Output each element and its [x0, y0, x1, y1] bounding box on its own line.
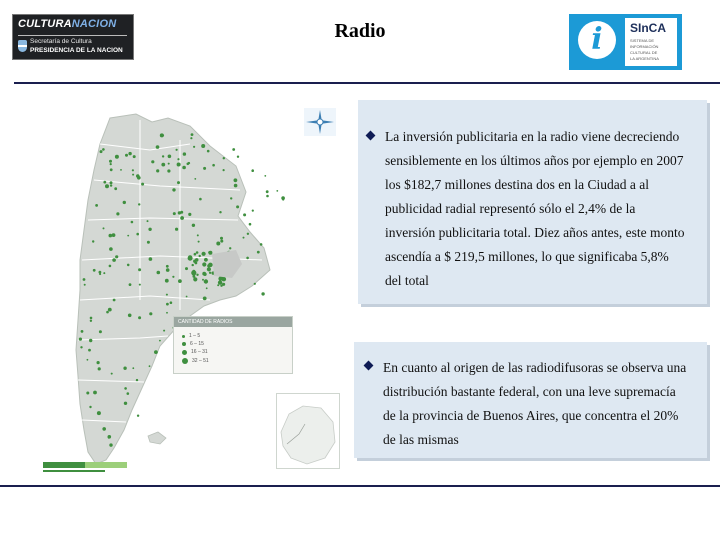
logo-subtitle-1: Secretaría de Cultura [30, 38, 92, 45]
radio-station-dot [170, 301, 173, 304]
radio-station-dot [178, 279, 182, 283]
radio-station-dot [124, 402, 127, 405]
radio-station-dot [90, 320, 92, 322]
radio-station-dot [149, 257, 153, 261]
radio-station-dot [166, 312, 168, 314]
radio-station-dot [151, 160, 154, 163]
radio-station-dot [92, 240, 94, 242]
radio-station-dot [89, 339, 92, 342]
radio-station-dot [149, 312, 152, 315]
radio-station-dot [123, 201, 126, 204]
radio-station-dot [190, 137, 192, 139]
radio-station-dot [159, 340, 161, 342]
radio-station-dot [141, 183, 144, 186]
radio-station-dot [202, 252, 206, 256]
radio-station-dot [206, 287, 208, 289]
radio-station-dot [182, 166, 186, 170]
radio-station-dot [81, 330, 84, 333]
radio-station-dot [207, 150, 210, 153]
legend-dot-icon [182, 350, 187, 355]
radio-station-dot [123, 367, 126, 370]
radio-station-dot [163, 330, 165, 332]
radio-station-dot [139, 284, 141, 286]
radio-station-dot [138, 316, 141, 319]
radio-station-dot [196, 274, 198, 276]
radio-station-dot [148, 228, 151, 231]
radio-station-dot [172, 276, 174, 278]
radio-station-dot [247, 233, 249, 235]
radio-station-dot [113, 299, 116, 302]
radio-station-dot [98, 367, 101, 370]
radio-station-dot [132, 367, 134, 369]
radio-station-dot [254, 283, 256, 285]
radio-station-dot [103, 272, 105, 274]
radio-station-dot [120, 169, 122, 171]
radio-station-dot [138, 268, 141, 271]
radio-station-dot [160, 133, 164, 137]
radio-station-dot [276, 190, 278, 192]
map-scale-bar [43, 462, 127, 468]
radio-station-dot [103, 227, 105, 229]
radio-station-dot [147, 220, 149, 222]
radio-station-dot [177, 181, 180, 184]
radio-station-dot [192, 264, 194, 266]
radio-station-dot [220, 237, 223, 240]
radio-station-dot [177, 158, 179, 160]
map-scale-underline [43, 470, 105, 472]
radio-station-dot [203, 297, 207, 301]
radio-station-dot [90, 317, 93, 320]
radio-station-dot [84, 284, 86, 286]
radio-station-dot [132, 169, 134, 171]
radio-station-dot [172, 188, 175, 191]
radio-station-dot [180, 216, 184, 220]
radio-station-dot [175, 228, 178, 231]
radio-station-dot [178, 211, 181, 214]
radio-station-dot [222, 283, 225, 286]
radio-station-dot [229, 247, 231, 249]
radio-station-dot [188, 256, 193, 261]
radio-station-dot [249, 223, 252, 226]
radio-station-dot [93, 391, 97, 395]
radio-station-dot [193, 260, 196, 263]
sinca-line-1: SISTEMA DE [630, 38, 655, 43]
radio-station-dot [97, 361, 100, 364]
logo-brand-text: CULTURANACION [18, 18, 117, 30]
radio-station-dot [79, 338, 82, 341]
radio-station-dot [176, 149, 178, 151]
radio-station-dot [87, 359, 89, 361]
radio-station-dot [218, 280, 222, 284]
sinca-name: SInCA [630, 21, 666, 35]
radio-station-dot [137, 415, 139, 417]
compass-rose-icon [304, 108, 336, 136]
radio-station-dot [109, 234, 113, 238]
radio-station-dot [203, 167, 206, 170]
radio-station-dot [168, 155, 172, 159]
legend-item: 6 – 15 [182, 341, 204, 347]
map-legend [173, 316, 293, 374]
legend-item: 16 – 31 [182, 349, 208, 355]
radio-station-dot [124, 387, 127, 390]
radio-station-dot [166, 294, 168, 296]
info-icon: i [578, 21, 616, 59]
radio-station-dot [166, 265, 169, 268]
radio-station-dot [199, 198, 202, 201]
radio-station-dot [204, 258, 208, 262]
radio-station-dot [166, 303, 169, 306]
radio-station-dot [127, 264, 130, 267]
radio-station-dot [102, 427, 106, 431]
radio-station-dot [162, 155, 164, 157]
radio-station-dot [110, 163, 112, 165]
radio-station-dot [173, 212, 176, 215]
radio-station-dot [97, 411, 101, 415]
radio-station-dot [103, 181, 106, 184]
radio-station-dot [109, 247, 113, 251]
radio-station-dot [108, 437, 110, 439]
radio-station-dot [168, 163, 170, 165]
legend-item: 32 – 51 [182, 358, 209, 364]
footer-divider [0, 485, 720, 487]
radio-station-dot [100, 150, 103, 153]
radio-station-dot [110, 181, 113, 184]
page-title: Radio [334, 20, 386, 42]
radio-station-dot [232, 148, 235, 151]
radio-station-dot [252, 210, 254, 212]
antarctica-inset-map [276, 393, 340, 469]
radio-station-dot [147, 241, 150, 244]
radio-station-dot [109, 265, 112, 268]
radio-station-dot [177, 163, 181, 167]
radio-station-dot [111, 373, 113, 375]
radio-station-dot [243, 213, 246, 216]
radio-station-dot [186, 296, 188, 298]
radio-station-dot [282, 198, 284, 200]
radio-station-dot [208, 251, 210, 253]
radio-station-dot [165, 279, 169, 283]
radio-station-dot [264, 175, 266, 177]
radio-station-dot [110, 168, 113, 171]
radio-station-dot [112, 258, 116, 262]
radio-station-dot [201, 144, 205, 148]
radio-station-dot [83, 278, 86, 281]
sinca-line-2: INFORMACIÓN [630, 44, 659, 49]
legend-dot-icon [182, 358, 188, 364]
radio-station-dot [237, 156, 239, 158]
radio-station-dot [185, 267, 188, 270]
radio-station-dot [193, 146, 195, 148]
radio-station-dot [194, 178, 196, 180]
radio-station-dot [198, 241, 200, 243]
radio-station-dot [212, 164, 215, 167]
radio-station-dot [196, 251, 199, 254]
radio-station-dot [183, 152, 186, 155]
sinca-logo [569, 14, 682, 70]
radio-station-dot [114, 187, 117, 190]
radio-station-dot [127, 235, 129, 237]
radio-station-dot [251, 169, 254, 172]
radio-station-dot [204, 279, 208, 283]
radio-station-dot [102, 148, 105, 151]
radio-station-dot [246, 257, 249, 260]
legend-dot-icon [182, 335, 185, 338]
legend-dot-icon [182, 342, 186, 346]
radio-station-dot [86, 392, 89, 395]
radio-station-dot [260, 243, 263, 246]
radio-station-dot [133, 155, 136, 158]
radio-station-dot [234, 184, 238, 188]
radio-station-dot [199, 255, 201, 257]
radio-station-dot [149, 365, 151, 367]
radio-station-dot [105, 184, 109, 188]
radio-station-dot [166, 268, 170, 272]
radio-station-dot [161, 163, 165, 167]
radio-station-dot [157, 271, 161, 275]
radio-station-dot [112, 233, 116, 237]
radio-station-dot [194, 253, 197, 256]
radio-station-dot [187, 163, 190, 166]
legend-title: CANTIDAD DE RADIOS [174, 317, 292, 327]
radio-station-dot [261, 292, 264, 295]
radio-station-dot [234, 178, 238, 182]
radio-station-dot [89, 406, 91, 408]
logo-subtitle-2: PRESIDENCIA DE LA NACION [30, 47, 123, 54]
radio-station-dot [266, 190, 269, 193]
radio-station-dot [230, 197, 232, 199]
header-divider [14, 82, 720, 84]
radio-station-dot [243, 237, 245, 239]
sinca-panel [625, 18, 677, 66]
radio-station-dot [217, 284, 219, 286]
radio-station-dot [128, 314, 132, 318]
radio-station-dot [202, 272, 206, 276]
radio-station-dot [131, 221, 134, 224]
radio-station-dot [207, 267, 211, 271]
radio-station-dot [220, 240, 223, 243]
radio-station-dot [208, 263, 213, 268]
sinca-line-3: CULTURAL DE [630, 50, 658, 55]
radio-station-dot [197, 234, 199, 236]
radio-station-dot [188, 213, 191, 216]
radio-station-dot [216, 242, 220, 246]
radio-station-dot [167, 169, 170, 172]
radio-station-dot [223, 169, 225, 171]
radio-station-dot [108, 308, 112, 312]
radio-station-dot [80, 346, 82, 348]
radio-station-dot [193, 275, 196, 278]
radio-station-dot [193, 277, 197, 281]
radio-station-dot [136, 379, 138, 381]
islas-malvinas [148, 432, 166, 444]
radio-station-dot [93, 269, 96, 272]
radio-station-dot [266, 195, 269, 198]
radio-station-dot [154, 350, 158, 354]
radio-station-dot [129, 283, 132, 286]
radio-station-dot [110, 184, 112, 186]
radio-station-dot [223, 157, 225, 159]
radio-station-dot [138, 203, 140, 205]
radio-station-dot [99, 273, 101, 275]
radio-station-dot [202, 279, 204, 281]
sinca-line-4: LA ARGENTINA [630, 56, 659, 61]
radio-station-dot [257, 251, 260, 254]
radio-station-dot [218, 277, 222, 281]
radio-station-dot [132, 174, 134, 176]
radio-station-dot [125, 154, 128, 157]
radio-station-dot [137, 176, 141, 180]
radio-station-dot [128, 152, 131, 155]
radio-station-dot [106, 311, 109, 314]
argentina-shape [76, 114, 270, 464]
legend-item: 1 – 5 [182, 333, 200, 339]
radio-station-dot [136, 233, 139, 236]
radio-station-dot [116, 212, 119, 215]
radio-station-dot [156, 145, 160, 149]
paragraph-distribution: En cuanto al origen de las radiodifusoras se observa una distribución bastante federal, con una leve supremacía de la provincia de Buenos Aires, que concentra el 20% de las mismas [383, 360, 687, 447]
radio-station-dot [109, 160, 112, 163]
radio-station-dot [202, 262, 206, 266]
argentina-radio-map [40, 100, 300, 480]
radio-station-dot [191, 270, 196, 275]
radio-station-dot [156, 169, 159, 172]
radio-station-dot [88, 349, 91, 352]
radio-station-dot [95, 204, 98, 207]
radio-station-dot [209, 272, 211, 274]
radio-station-dot [236, 205, 239, 208]
paragraph-advertising: La inversión publicitaria en la radio viene decreciendo sensiblemente en los últimos años por ejemplo en 2007 los $182,7 millones destina dos en la Ciudad a al publicidad radial representó sólo el 2,4% de la inversión publicitaria total. Diez años antes, este monto ascendía a $ 219,5 millones, lo que significaba 5,8% del total [385, 129, 685, 288]
radio-station-dot [192, 224, 195, 227]
radio-station-dot [99, 330, 102, 333]
radio-station-dot [191, 133, 194, 136]
radio-station-dot [219, 211, 221, 213]
radio-station-dot [115, 255, 118, 258]
radio-station-dot [115, 155, 119, 159]
radio-station-dot [109, 443, 112, 446]
radio-station-dot [127, 392, 130, 395]
